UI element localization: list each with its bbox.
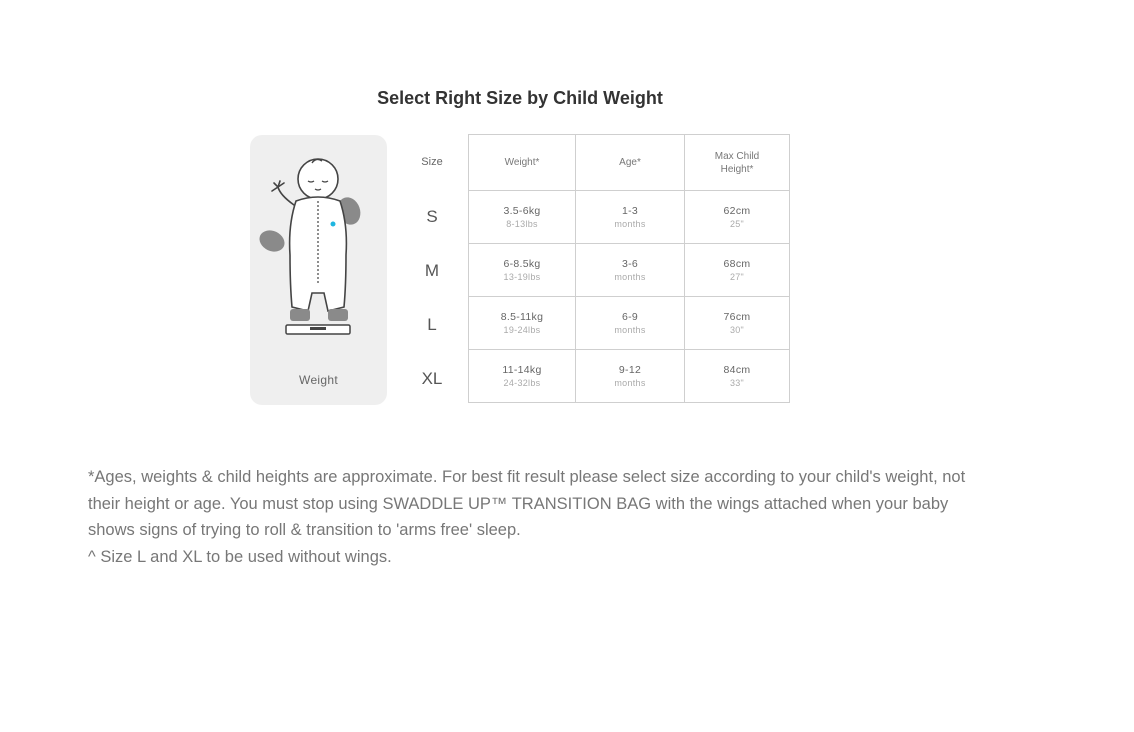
header-age: Age* (576, 135, 685, 191)
height-in: 33" (729, 378, 745, 388)
size-header: Size (421, 156, 443, 168)
height-cell (685, 191, 790, 244)
header-height (685, 135, 790, 191)
weight-cell (469, 297, 576, 350)
size-label: S (426, 207, 438, 226)
header-height-text: Max Child Height* (714, 150, 760, 175)
size-label: L (427, 315, 437, 334)
height-in: 27" (729, 272, 745, 282)
table-row (469, 244, 790, 297)
table-row (469, 297, 790, 350)
age-cell (576, 297, 685, 350)
weight-kg: 8.5-11kg (500, 311, 544, 323)
age-unit: months (614, 325, 646, 335)
age-range: 9-12 (618, 364, 642, 376)
weight-lbs: 24-32lbs (503, 378, 541, 388)
height-in: 30" (729, 325, 745, 335)
footnotes (88, 464, 988, 570)
page-title: Select Right Size by Child Weight (377, 88, 663, 108)
footnote-wings: ^ Size L and XL to be used without wings. (88, 547, 392, 566)
age-unit: months (614, 378, 646, 388)
age-cell (576, 350, 685, 403)
weight-cell (469, 191, 576, 244)
size-column (412, 135, 452, 406)
age-unit: months (614, 272, 646, 282)
table-row (469, 191, 790, 244)
height-in: 25" (729, 219, 745, 229)
age-range: 6-9 (621, 311, 639, 323)
weight-lbs: 19-24lbs (503, 325, 541, 335)
size-label: M (424, 261, 440, 280)
weight-lbs: 13-19lbs (503, 272, 541, 282)
baby-on-scale-icon (250, 135, 387, 365)
height-cm: 68cm (723, 258, 751, 270)
size-table (468, 134, 790, 403)
height-cell (685, 244, 790, 297)
weight-kg: 6-8.5kg (503, 258, 541, 270)
height-cm: 84cm (723, 364, 751, 376)
weight-card (250, 135, 387, 405)
weight-lbs: 8-13lbs (506, 219, 538, 229)
footnote-approximate: *Ages, weights & child heights are approximate. For best fit result please select size according to your child's weight, not their height or age. You must stop using SWADDLE UP™ TRANSITION BAG with the wings attached when your baby shows signs of trying to roll & transition to 'arms free' sleep. (88, 468, 966, 539)
age-range: 3-6 (621, 258, 639, 270)
age-cell (576, 244, 685, 297)
weight-label: Weight (299, 373, 338, 387)
table-header-row (469, 135, 790, 191)
weight-kg: 3.5-6kg (503, 205, 541, 217)
size-label: XL (421, 369, 443, 388)
height-cm: 76cm (723, 311, 751, 323)
weight-kg: 11-14kg (502, 364, 542, 376)
height-cell (685, 350, 790, 403)
weight-cell (469, 244, 576, 297)
age-range: 1-3 (621, 205, 639, 217)
weight-cell (469, 350, 576, 403)
height-cell (685, 297, 790, 350)
table-row (469, 350, 790, 403)
age-cell (576, 191, 685, 244)
header-weight: Weight* (469, 135, 576, 191)
height-cm: 62cm (723, 205, 751, 217)
age-unit: months (614, 219, 646, 229)
